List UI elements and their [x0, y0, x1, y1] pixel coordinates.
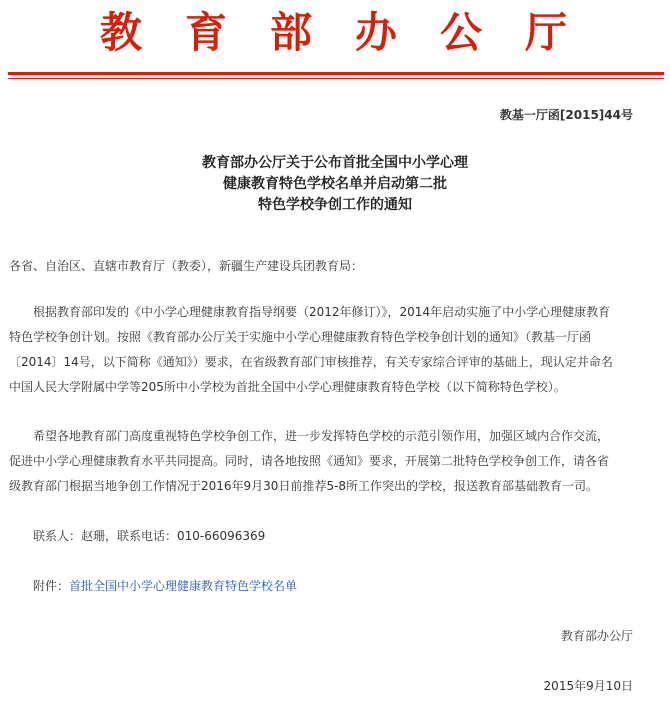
notice-title-line: 教育部办公厅关于公布首批全国中小学心理	[202, 155, 468, 171]
notice-title-line: 特色学校争创工作的通知	[258, 197, 412, 213]
letterhead-char: 部	[270, 8, 313, 57]
paragraph-line: 促进中小学心理健康教育水平共同提高。同时，请各地按照《通知》要求，开展第二批特色学校争创工作，请各省	[9, 454, 610, 468]
attachment-label: 附件：	[33, 579, 70, 593]
letterhead-char: 公	[440, 8, 483, 57]
paragraph-line: 级教育部门根据当地争创工作情况于2016年9月30日前推荐5-8所工作突出的学校，报送教育部基础教育一司。	[9, 479, 599, 493]
body-paragraph-1	[9, 300, 659, 400]
paragraph-line: 中国人民大学附属中学等205所中小学校为首批全国中小学心理健康教育特色学校（以下简称特色学校）。	[9, 380, 566, 394]
letterhead-char: 育	[185, 8, 228, 57]
attachment-link[interactable]: 首批全国中小学心理健康教育特色学校名单	[69, 579, 298, 593]
issue-date: 2015年9月10日	[543, 679, 633, 693]
letterhead-char: 教	[100, 8, 143, 57]
letterhead-title	[0, 6, 670, 60]
paragraph-line: 特色学校争创计划。按照《教育部办公厅关于实施中小学心理健康教育特色学校争创计划的通知》（教基一厅函	[9, 330, 592, 344]
letterhead-char: 办	[355, 8, 398, 57]
letterhead-char: 厅	[525, 8, 568, 57]
signature: 教育部办公厅	[560, 629, 633, 643]
addressee: 各省、自治区、直辖市教育厅（教委），新疆生产建设兵团教育局：	[9, 259, 364, 273]
letterhead-divider-thin	[8, 78, 664, 79]
document-number: 教基一厅函[2015]44号	[499, 108, 633, 122]
contact-info: 联系人：赵珊，联系电话：010-66096369	[33, 529, 266, 543]
attachment-line	[33, 578, 297, 594]
paragraph-line: 〔2014〕14号，以下简称《通知》）要求，在省级教育部门审核推荐，有关专家综合评审的基础上，现认定并命名	[9, 355, 613, 369]
notice-title-line: 健康教育特色学校名单并启动第二批	[223, 176, 447, 192]
paragraph-line: 根据教育部印发的《中小学心理健康教育指导纲要（2012年修订）》，2014年启动实施了中小学心理健康教育	[9, 305, 611, 319]
paragraph-line: 希望各地教育部门高度重视特色学校争创工作，进一步发挥特色学校的示范引领作用，加强区域内合作交流，	[9, 429, 610, 443]
notice-title	[0, 153, 670, 216]
letterhead-divider-thick	[8, 72, 664, 75]
body-paragraph-2	[9, 424, 659, 499]
